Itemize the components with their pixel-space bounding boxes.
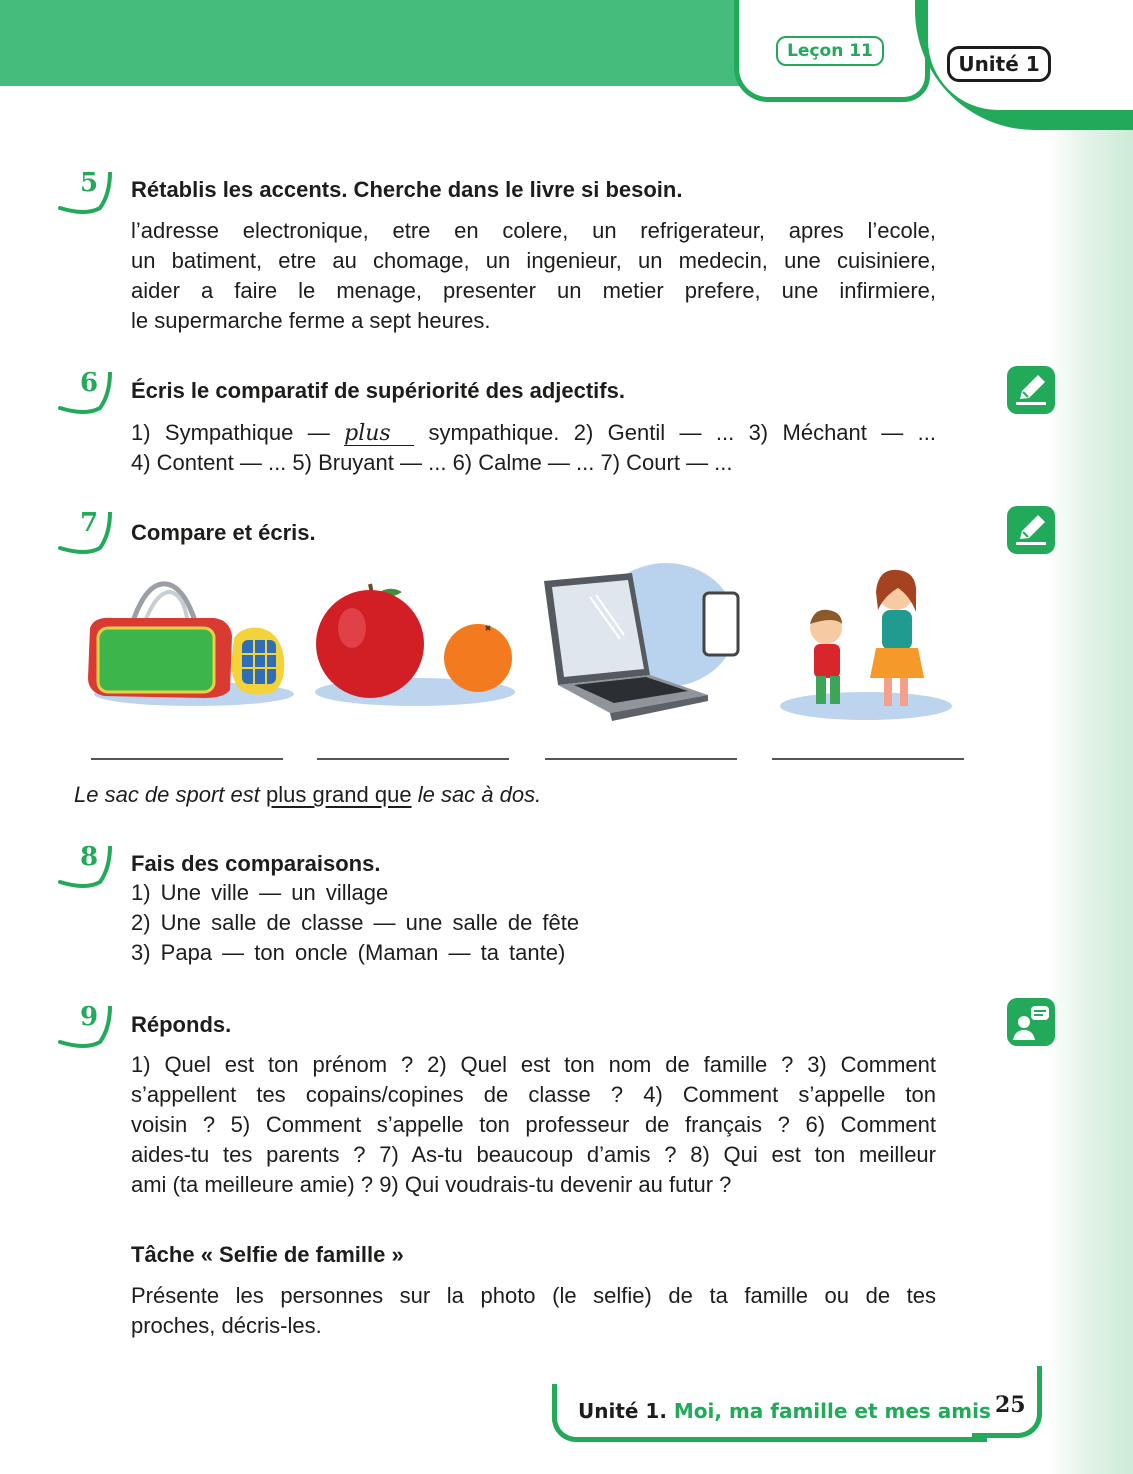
- answer-line[interactable]: [545, 758, 737, 760]
- text-line: [131, 418, 936, 448]
- list-item: 3) Papa — ton oncle (Maman — ta tante): [131, 940, 566, 965]
- text-line: s’appellent tes copains/copines de classe ? 4) Comment s’appelle ton: [131, 1082, 936, 1107]
- exercise-number-text: 5: [79, 168, 99, 198]
- task-title: Tâche « Selfie de famille »: [131, 1242, 404, 1267]
- text-line: aider a faire le menage, presenter un metier prefere, une infirmiere,: [131, 278, 936, 303]
- list-item: 2) Une salle de classe — une salle de fête: [131, 910, 580, 935]
- exercise-number-text: 6: [79, 368, 99, 398]
- exercise-title: Rétablis les accents. Cherche dans le livre si besoin.: [131, 177, 683, 202]
- text-line: ami (ta meilleure amie) ? 9) Qui voudrais-tu devenir au futur ?: [131, 1172, 732, 1197]
- exercise-title: Réponds.: [131, 1012, 232, 1037]
- unite-label: Unité 1: [947, 46, 1051, 82]
- exercise-number-text: 8: [79, 842, 99, 872]
- text-line: 4) Content — ... 5) Bruyant — ... 6) Calme — ... 7) Court — ...: [131, 450, 733, 475]
- speaking-person-icon: [1007, 998, 1055, 1046]
- exercise-title: Compare et écris.: [131, 520, 316, 545]
- text-line: un batiment, etre au chomage, un ingenieur, un medecin, une cuisiniere,: [131, 248, 936, 273]
- text-fragment: sympathique. 2) Gentil — ... 3) Méchant — ...: [428, 420, 936, 445]
- boy-and-girl-image: [780, 566, 952, 724]
- exercise-number-6: [56, 368, 114, 418]
- answer-line[interactable]: [91, 758, 283, 760]
- exercise-9-text: [131, 1050, 936, 1200]
- exercise-5-text: [131, 216, 936, 336]
- text-line: Présente les personnes sur la photo (le selfie) de ta famille ou de tes: [131, 1283, 936, 1308]
- exercise-title: Écris le comparatif de supériorité des adjectifs.: [131, 378, 625, 403]
- list-item: 1) Une ville — un village: [131, 880, 389, 905]
- text-line: l’adresse electronique, etre en colere, un refrigerateur, apres l’ecole,: [131, 218, 936, 243]
- exercise-number-7: [56, 508, 114, 558]
- exercise-number-text: 9: [79, 1002, 99, 1032]
- exercise-6-text: [131, 418, 936, 478]
- exercise-number-text: 7: [79, 508, 99, 538]
- text-line: voisin ? 5) Comment s’appelle ton professeur de français ? 6) Comment: [131, 1112, 936, 1137]
- exercise-number-8: [56, 842, 114, 892]
- handwritten-answer: plus: [344, 423, 414, 446]
- example-text: le sac à dos.: [417, 782, 542, 807]
- exercise-number-5: [56, 168, 114, 218]
- sports-bag-and-backpack-image: [84, 578, 294, 708]
- footer-unit-title: [578, 1399, 991, 1423]
- header-band: [0, 0, 750, 86]
- pencil-icon: [1007, 506, 1055, 554]
- lecon-label: Leçon 11: [776, 36, 884, 66]
- text-line: proches, décris-les.: [131, 1313, 322, 1338]
- text-line: 1) Quel est ton prénom ? 2) Quel est ton nom de famille ? 3) Comment: [131, 1052, 936, 1077]
- answer-line[interactable]: [317, 758, 509, 760]
- text-line: aides-tu tes parents ? 7) As-tu beaucoup d’amis ? 8) Qui est ton meilleur: [131, 1142, 936, 1167]
- text-fragment: 1) Sympathique —: [131, 420, 330, 445]
- exercise-title: Fais des comparaisons.: [131, 851, 381, 876]
- footer-unit-name: Moi, ma famille et mes amis: [673, 1399, 991, 1423]
- side-gradient: [1048, 130, 1133, 1474]
- pencil-icon: [1007, 366, 1055, 414]
- task-text: [131, 1281, 936, 1341]
- example-answer: plus grand que: [266, 782, 412, 807]
- example-text: Le sac de sport est: [74, 782, 260, 807]
- laptop-and-phone-image: [538, 563, 750, 723]
- exercise-number-9: [56, 1002, 114, 1052]
- footer-unit: Unité 1.: [578, 1399, 667, 1423]
- apple-and-orange-image: [310, 578, 520, 708]
- page-number: 25: [995, 1392, 1026, 1418]
- example-sentence: [74, 782, 541, 808]
- text-line: le supermarche ferme a sept heures.: [131, 308, 491, 333]
- answer-line[interactable]: [772, 758, 964, 760]
